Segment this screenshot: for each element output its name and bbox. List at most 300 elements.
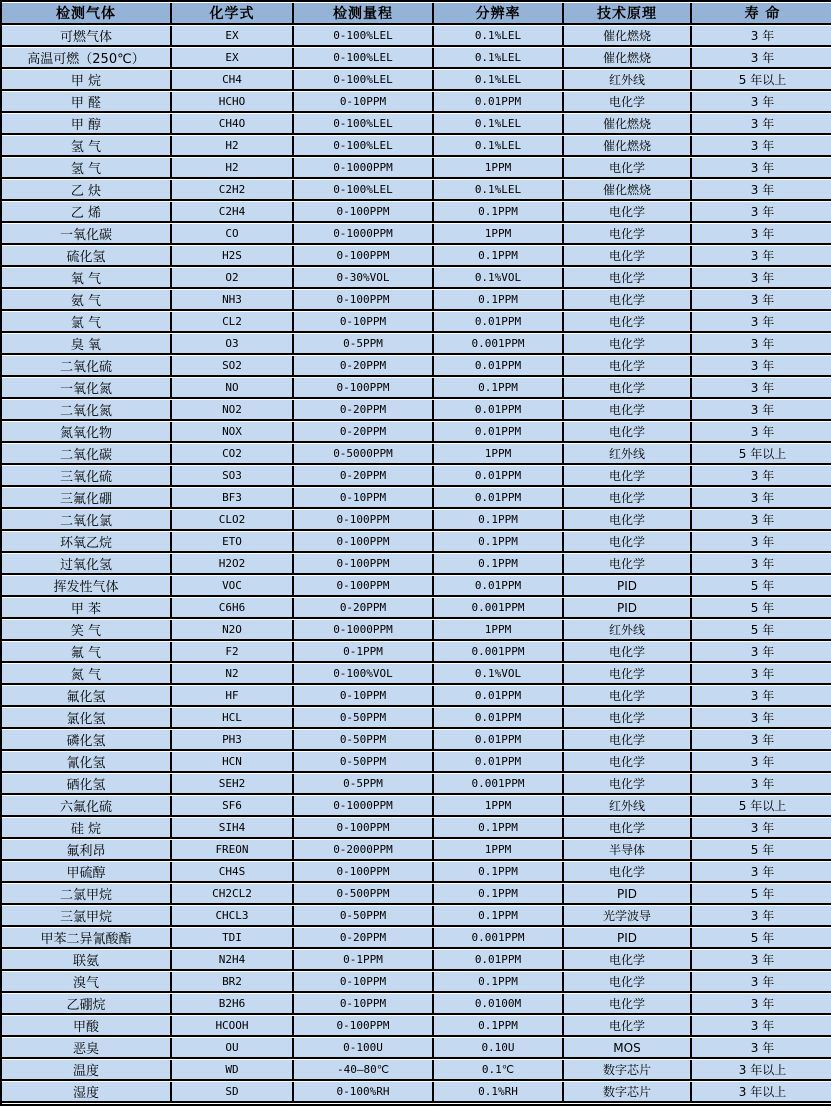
table-row — [2, 642, 831, 663]
cell-formula: NO2 — [170, 400, 292, 421]
cell-range: 0-20PPM — [292, 400, 432, 421]
cell-gas: 挥发性气体 — [2, 576, 170, 597]
cell-formula: C2H2 — [170, 180, 292, 201]
cell-formula: H2 — [170, 136, 292, 157]
cell-life: 3 年 — [690, 994, 831, 1015]
cell-principle: 半导体 — [562, 840, 690, 861]
cell-formula: EX — [170, 26, 292, 47]
cell-principle: 电化学 — [562, 554, 690, 575]
cell-gas: 甲苯二异氰酸酯 — [2, 928, 170, 949]
table-row — [2, 356, 831, 377]
table-row — [2, 92, 831, 113]
table-row — [2, 290, 831, 311]
cell-range: 0-100%LEL — [292, 48, 432, 69]
cell-resolution: 0.1%RH — [432, 1082, 562, 1103]
table-row — [2, 532, 831, 553]
cell-range: 0-100PPM — [292, 862, 432, 883]
cell-formula: HCOOH — [170, 1016, 292, 1037]
cell-resolution: 0.0100M — [432, 994, 562, 1015]
cell-resolution: 1PPM — [432, 840, 562, 861]
table-row — [2, 224, 831, 245]
cell-formula: SD — [170, 1082, 292, 1103]
table-row — [2, 510, 831, 531]
cell-formula: BF3 — [170, 488, 292, 509]
cell-principle: 电化学 — [562, 862, 690, 883]
cell-gas: 三氧化硫 — [2, 466, 170, 487]
cell-gas: 二氧化氯 — [2, 510, 170, 531]
cell-range: 0-100PPM — [292, 532, 432, 553]
cell-life: 3 年 — [690, 400, 831, 421]
table-row — [2, 994, 831, 1015]
cell-principle: 电化学 — [562, 664, 690, 685]
cell-formula: CO — [170, 224, 292, 245]
cell-resolution: 0.1%LEL — [432, 180, 562, 201]
cell-formula: SO3 — [170, 466, 292, 487]
cell-life: 3 年 — [690, 774, 831, 795]
table-row — [2, 312, 831, 333]
cell-principle: 电化学 — [562, 246, 690, 267]
cell-resolution: 0.1PPM — [432, 202, 562, 223]
cell-resolution: 0.01PPM — [432, 312, 562, 333]
cell-resolution: 0.01PPM — [432, 400, 562, 421]
cell-gas: 甲 烷 — [2, 70, 170, 91]
table-row — [2, 730, 831, 751]
cell-range: 0-500PPM — [292, 884, 432, 905]
cell-formula: H2 — [170, 158, 292, 179]
cell-gas: 甲酸 — [2, 1016, 170, 1037]
table-row — [2, 950, 831, 971]
cell-range: 0-30%VOL — [292, 268, 432, 289]
cell-range: 0-20PPM — [292, 466, 432, 487]
cell-life: 5 年 — [690, 884, 831, 905]
cell-formula: HCHO — [170, 92, 292, 113]
cell-life: 3 年 — [690, 224, 831, 245]
cell-gas: 三氯甲烷 — [2, 906, 170, 927]
cell-gas: 二氯甲烷 — [2, 884, 170, 905]
cell-range: 0-10PPM — [292, 312, 432, 333]
table-row — [2, 884, 831, 905]
cell-formula: CHCL3 — [170, 906, 292, 927]
cell-gas: 氮 气 — [2, 664, 170, 685]
cell-resolution: 0.1PPM — [432, 554, 562, 575]
cell-range: 0-20PPM — [292, 422, 432, 443]
cell-gas: 乙 炔 — [2, 180, 170, 201]
cell-life: 3 年 — [690, 356, 831, 377]
cell-life: 3 年 — [690, 664, 831, 685]
cell-range: 0-1PPM — [292, 642, 432, 663]
cell-gas: 硒化氢 — [2, 774, 170, 795]
table-row — [2, 620, 831, 641]
cell-principle: 电化学 — [562, 334, 690, 355]
cell-formula: NO — [170, 378, 292, 399]
table-row — [2, 466, 831, 487]
cell-resolution: 0.01PPM — [432, 708, 562, 729]
cell-range: 0-100PPM — [292, 202, 432, 223]
cell-range: 0-100PPM — [292, 554, 432, 575]
cell-principle: 电化学 — [562, 158, 690, 179]
cell-formula: NOX — [170, 422, 292, 443]
cell-life: 3 年以上 — [690, 1082, 831, 1103]
cell-range: 0-100U — [292, 1038, 432, 1059]
cell-resolution: 0.01PPM — [432, 356, 562, 377]
cell-life: 5 年 — [690, 840, 831, 861]
cell-principle: 红外线 — [562, 444, 690, 465]
cell-resolution: 0.01PPM — [432, 422, 562, 443]
cell-principle: 电化学 — [562, 972, 690, 993]
table-row — [2, 180, 831, 201]
cell-gas: 氯化氢 — [2, 708, 170, 729]
cell-formula: C6H6 — [170, 598, 292, 619]
table-row — [2, 268, 831, 289]
cell-formula: NH3 — [170, 290, 292, 311]
column-header-resolution: 分辨率 — [432, 3, 562, 25]
cell-resolution: 0.01PPM — [432, 950, 562, 971]
table-row — [2, 1060, 831, 1081]
cell-life: 5 年 — [690, 598, 831, 619]
table-row — [2, 752, 831, 773]
cell-range: 0-50PPM — [292, 730, 432, 751]
cell-gas: 二氧化硫 — [2, 356, 170, 377]
table-row — [2, 796, 831, 817]
table-row — [2, 664, 831, 685]
cell-range: 0-100%RH — [292, 1082, 432, 1103]
cell-formula: PH3 — [170, 730, 292, 751]
table-body — [2, 26, 831, 1103]
cell-resolution: 0.001PPM — [432, 774, 562, 795]
cell-gas: 臭 氧 — [2, 334, 170, 355]
cell-gas: 乙 烯 — [2, 202, 170, 223]
cell-formula: OU — [170, 1038, 292, 1059]
cell-resolution: 1PPM — [432, 224, 562, 245]
cell-formula: HCL — [170, 708, 292, 729]
cell-gas: 氟化氢 — [2, 686, 170, 707]
cell-principle: 催化燃烧 — [562, 114, 690, 135]
cell-life: 3 年 — [690, 246, 831, 267]
table-row — [2, 576, 831, 597]
cell-principle: 催化燃烧 — [562, 26, 690, 47]
table-row — [2, 114, 831, 135]
table-row — [2, 554, 831, 575]
table-row — [2, 862, 831, 883]
cell-principle: 电化学 — [562, 686, 690, 707]
cell-formula: VOC — [170, 576, 292, 597]
table-row — [2, 444, 831, 465]
cell-range: 0-50PPM — [292, 708, 432, 729]
cell-gas: 氟利昂 — [2, 840, 170, 861]
cell-resolution: 0.1PPM — [432, 246, 562, 267]
cell-principle: 电化学 — [562, 488, 690, 509]
cell-range: 0-100PPM — [292, 290, 432, 311]
cell-formula: SO2 — [170, 356, 292, 377]
table-row — [2, 906, 831, 927]
cell-resolution: 0.1%LEL — [432, 136, 562, 157]
cell-life: 5 年以上 — [690, 796, 831, 817]
cell-resolution: 0.1%LEL — [432, 26, 562, 47]
cell-formula: O3 — [170, 334, 292, 355]
table-row — [2, 928, 831, 949]
cell-formula: C2H4 — [170, 202, 292, 223]
cell-formula: EX — [170, 48, 292, 69]
cell-range: 0-20PPM — [292, 928, 432, 949]
cell-formula: N2 — [170, 664, 292, 685]
cell-life: 3 年 — [690, 158, 831, 179]
cell-range: 0-1000PPM — [292, 224, 432, 245]
cell-life: 3 年 — [690, 686, 831, 707]
cell-formula: WD — [170, 1060, 292, 1081]
cell-range: 0-10PPM — [292, 686, 432, 707]
cell-gas: 一氧化碳 — [2, 224, 170, 245]
cell-gas: 溴气 — [2, 972, 170, 993]
cell-formula: CH4S — [170, 862, 292, 883]
cell-resolution: 0.1PPM — [432, 532, 562, 553]
cell-range: 0-10PPM — [292, 488, 432, 509]
cell-principle: 电化学 — [562, 290, 690, 311]
cell-formula: TDI — [170, 928, 292, 949]
cell-life: 5 年 — [690, 928, 831, 949]
cell-range: 0-100%LEL — [292, 136, 432, 157]
table-header — [2, 3, 831, 25]
cell-life: 3 年 — [690, 488, 831, 509]
cell-gas: 氯 气 — [2, 312, 170, 333]
table-row — [2, 158, 831, 179]
cell-gas: 氢 气 — [2, 136, 170, 157]
cell-gas: 笑 气 — [2, 620, 170, 641]
cell-range: 0-1000PPM — [292, 796, 432, 817]
cell-range: 0-5PPM — [292, 774, 432, 795]
cell-life: 3 年 — [690, 950, 831, 971]
cell-life: 3 年以上 — [690, 1060, 831, 1081]
cell-gas: 硫化氢 — [2, 246, 170, 267]
cell-formula: CH4O — [170, 114, 292, 135]
cell-range: 0-100PPM — [292, 576, 432, 597]
cell-life: 3 年 — [690, 26, 831, 47]
cell-life: 3 年 — [690, 466, 831, 487]
cell-principle: 红外线 — [562, 70, 690, 91]
cell-principle: MOS — [562, 1038, 690, 1059]
table-row — [2, 400, 831, 421]
cell-resolution: 0.01PPM — [432, 92, 562, 113]
cell-resolution: 0.01PPM — [432, 466, 562, 487]
cell-gas: 温度 — [2, 1060, 170, 1081]
column-header-formula: 化学式 — [170, 3, 292, 25]
table-row — [2, 70, 831, 91]
cell-range: 0-1000PPM — [292, 620, 432, 641]
cell-resolution: 0.10U — [432, 1038, 562, 1059]
cell-principle: 电化学 — [562, 708, 690, 729]
cell-resolution: 0.1PPM — [432, 378, 562, 399]
table-row — [2, 708, 831, 729]
cell-principle: 电化学 — [562, 466, 690, 487]
table-row — [2, 422, 831, 443]
header-row — [2, 3, 831, 25]
table-row — [2, 1038, 831, 1059]
cell-principle: 数字芯片 — [562, 1082, 690, 1103]
cell-principle: 电化学 — [562, 950, 690, 971]
cell-gas: 氰化氢 — [2, 752, 170, 773]
cell-range: 0-100%VOL — [292, 664, 432, 685]
cell-gas: 高温可燃（250℃） — [2, 48, 170, 69]
cell-range: 0-5PPM — [292, 334, 432, 355]
cell-resolution: 0.1%LEL — [432, 114, 562, 135]
cell-resolution: 0.01PPM — [432, 752, 562, 773]
cell-principle: 电化学 — [562, 378, 690, 399]
cell-resolution: 0.1%VOL — [432, 268, 562, 289]
cell-gas: 环氧乙烷 — [2, 532, 170, 553]
cell-gas: 联氨 — [2, 950, 170, 971]
cell-formula: N2H4 — [170, 950, 292, 971]
cell-resolution: 0.01PPM — [432, 730, 562, 751]
cell-resolution: 0.001PPM — [432, 598, 562, 619]
cell-principle: 电化学 — [562, 92, 690, 113]
cell-range: 0-10PPM — [292, 994, 432, 1015]
cell-gas: 恶臭 — [2, 1038, 170, 1059]
table-row — [2, 1082, 831, 1103]
cell-formula: SIH4 — [170, 818, 292, 839]
cell-resolution: 0.1PPM — [432, 884, 562, 905]
cell-gas: 二氧化碳 — [2, 444, 170, 465]
cell-resolution: 0.1℃ — [432, 1060, 562, 1081]
cell-principle: 催化燃烧 — [562, 48, 690, 69]
cell-life: 3 年 — [690, 92, 831, 113]
cell-life: 3 年 — [690, 752, 831, 773]
cell-resolution: 0.1PPM — [432, 862, 562, 883]
cell-resolution: 0.1PPM — [432, 290, 562, 311]
cell-range: 0-100PPM — [292, 818, 432, 839]
cell-life: 5 年以上 — [690, 70, 831, 91]
cell-formula: SF6 — [170, 796, 292, 817]
cell-principle: 电化学 — [562, 422, 690, 443]
cell-range: 0-5000PPM — [292, 444, 432, 465]
cell-principle: 电化学 — [562, 268, 690, 289]
cell-principle: 电化学 — [562, 510, 690, 531]
table-row — [2, 818, 831, 839]
cell-gas: 甲 醛 — [2, 92, 170, 113]
cell-life: 3 年 — [690, 510, 831, 531]
cell-formula: CH4 — [170, 70, 292, 91]
cell-principle: 电化学 — [562, 532, 690, 553]
cell-resolution: 0.1%LEL — [432, 70, 562, 91]
cell-gas: 甲 醇 — [2, 114, 170, 135]
table-row — [2, 972, 831, 993]
cell-principle: 光学波导 — [562, 906, 690, 927]
cell-principle: 电化学 — [562, 730, 690, 751]
cell-gas: 可燃气体 — [2, 26, 170, 47]
cell-resolution: 0.001PPM — [432, 928, 562, 949]
cell-resolution: 1PPM — [432, 620, 562, 641]
cell-principle: PID — [562, 598, 690, 619]
cell-gas: 甲硫醇 — [2, 862, 170, 883]
cell-life: 3 年 — [690, 1016, 831, 1037]
cell-gas: 氟 气 — [2, 642, 170, 663]
cell-formula: CH2CL2 — [170, 884, 292, 905]
cell-range: 0-100PPM — [292, 378, 432, 399]
cell-life: 3 年 — [690, 290, 831, 311]
cell-resolution: 0.01PPM — [432, 576, 562, 597]
cell-principle: 电化学 — [562, 752, 690, 773]
cell-gas: 硅 烷 — [2, 818, 170, 839]
cell-life: 3 年 — [690, 906, 831, 927]
cell-principle: 电化学 — [562, 642, 690, 663]
cell-resolution: 0.1PPM — [432, 510, 562, 531]
cell-principle: PID — [562, 928, 690, 949]
cell-life: 5 年 — [690, 620, 831, 641]
cell-gas: 二氧化氮 — [2, 400, 170, 421]
cell-life: 3 年 — [690, 972, 831, 993]
cell-resolution: 0.01PPM — [432, 488, 562, 509]
cell-formula: H2O2 — [170, 554, 292, 575]
cell-gas: 氧 气 — [2, 268, 170, 289]
table-row — [2, 48, 831, 69]
column-header-range: 检测量程 — [292, 3, 432, 25]
cell-resolution: 0.1%VOL — [432, 664, 562, 685]
cell-resolution: 1PPM — [432, 158, 562, 179]
table-row — [2, 378, 831, 399]
table-row — [2, 488, 831, 509]
cell-life: 3 年 — [690, 642, 831, 663]
cell-principle: 电化学 — [562, 994, 690, 1015]
cell-gas: 氮氧化物 — [2, 422, 170, 443]
cell-range: 0-100%LEL — [292, 180, 432, 201]
cell-life: 5 年 — [690, 576, 831, 597]
column-header-gas: 检测气体 — [2, 3, 170, 25]
cell-resolution: 0.1PPM — [432, 906, 562, 927]
cell-range: 0-100PPM — [292, 510, 432, 531]
cell-principle: 数字芯片 — [562, 1060, 690, 1081]
cell-range: 0-100%LEL — [292, 70, 432, 91]
table-row — [2, 246, 831, 267]
column-header-life: 寿 命 — [690, 3, 831, 25]
cell-formula: F2 — [170, 642, 292, 663]
cell-range: 0-100%LEL — [292, 26, 432, 47]
cell-formula: FREON — [170, 840, 292, 861]
cell-formula: CLO2 — [170, 510, 292, 531]
cell-principle: 电化学 — [562, 202, 690, 223]
cell-range: 0-100PPM — [292, 1016, 432, 1037]
cell-life: 3 年 — [690, 708, 831, 729]
cell-gas: 六氟化硫 — [2, 796, 170, 817]
cell-principle: 催化燃烧 — [562, 180, 690, 201]
cell-range: 0-20PPM — [292, 598, 432, 619]
cell-life: 5 年以上 — [690, 444, 831, 465]
cell-formula: ETO — [170, 532, 292, 553]
cell-life: 3 年 — [690, 114, 831, 135]
cell-range: 0-100%LEL — [292, 114, 432, 135]
cell-resolution: 1PPM — [432, 796, 562, 817]
cell-gas: 氨 气 — [2, 290, 170, 311]
cell-gas: 氢 气 — [2, 158, 170, 179]
cell-principle: PID — [562, 884, 690, 905]
table-row — [2, 202, 831, 223]
cell-gas: 三氟化硼 — [2, 488, 170, 509]
cell-resolution: 0.01PPM — [432, 686, 562, 707]
cell-principle: 电化学 — [562, 312, 690, 333]
cell-formula: N2O — [170, 620, 292, 641]
table-row — [2, 26, 831, 47]
cell-principle: 电化学 — [562, 774, 690, 795]
cell-range: 0-100PPM — [292, 246, 432, 267]
cell-formula: B2H6 — [170, 994, 292, 1015]
cell-principle: 电化学 — [562, 224, 690, 245]
cell-resolution: 0.1%LEL — [432, 48, 562, 69]
cell-principle: 电化学 — [562, 1016, 690, 1037]
cell-formula: HF — [170, 686, 292, 707]
cell-range: -40—80℃ — [292, 1060, 432, 1081]
cell-resolution: 1PPM — [432, 444, 562, 465]
cell-life: 3 年 — [690, 554, 831, 575]
cell-life: 3 年 — [690, 48, 831, 69]
cell-range: 0-20PPM — [292, 356, 432, 377]
cell-formula: CO2 — [170, 444, 292, 465]
